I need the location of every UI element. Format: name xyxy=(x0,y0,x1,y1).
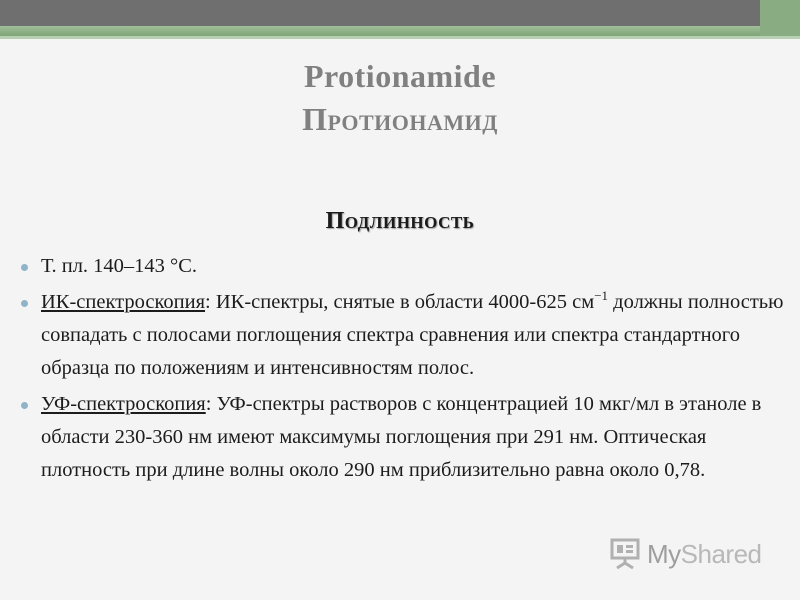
bullet-dot-icon xyxy=(21,402,28,409)
bullet-dot-icon xyxy=(21,300,28,307)
bullet-lead-uv: УФ-спектроскопия xyxy=(41,393,206,415)
bullet-item-ir xyxy=(20,286,790,385)
bullet-text: : ИК-спектры, снятые в области 4000-625 см xyxy=(205,291,595,313)
slide-title-latin: Protionamide xyxy=(303,58,497,94)
watermark-text xyxy=(647,539,762,570)
bullet-lead-ir: ИК-спектроскопия xyxy=(41,291,206,313)
accent-strip xyxy=(0,26,800,36)
watermark-my: My xyxy=(647,538,681,569)
bullet-item-melting-point xyxy=(20,250,790,283)
accent-strip-corner xyxy=(760,0,800,36)
bullet-text-continued: должны полностью совпадать с полосами поглощения спектра сравнения или спектра стандартного образца по положениям и интенсивностям полос. xyxy=(41,291,784,379)
bullet-list xyxy=(20,250,790,490)
bullet-text: Т. пл. 140–143 °С. xyxy=(41,255,198,277)
bullet-dot-icon xyxy=(21,264,28,271)
slide-title-russian: Протионамид xyxy=(302,101,498,137)
myshared-watermark xyxy=(608,536,778,572)
top-bar xyxy=(0,0,800,26)
presentation-board-icon xyxy=(608,537,642,571)
watermark-shared: Shared xyxy=(680,538,762,569)
bullet-item-uv xyxy=(20,388,790,487)
bullet-text: : УФ-спектры растворов с концентрацией 10 мкг/мл в этаноле в области 230-360 нм имеют максимумы поглощения при 291 нм. Оптическая плотность при длине волны около 290 нм приблизительно равна около 0,78. xyxy=(41,393,762,481)
section-heading: Подлинность xyxy=(325,208,475,234)
accent-line xyxy=(0,36,800,39)
superscript: −1 xyxy=(594,288,609,304)
